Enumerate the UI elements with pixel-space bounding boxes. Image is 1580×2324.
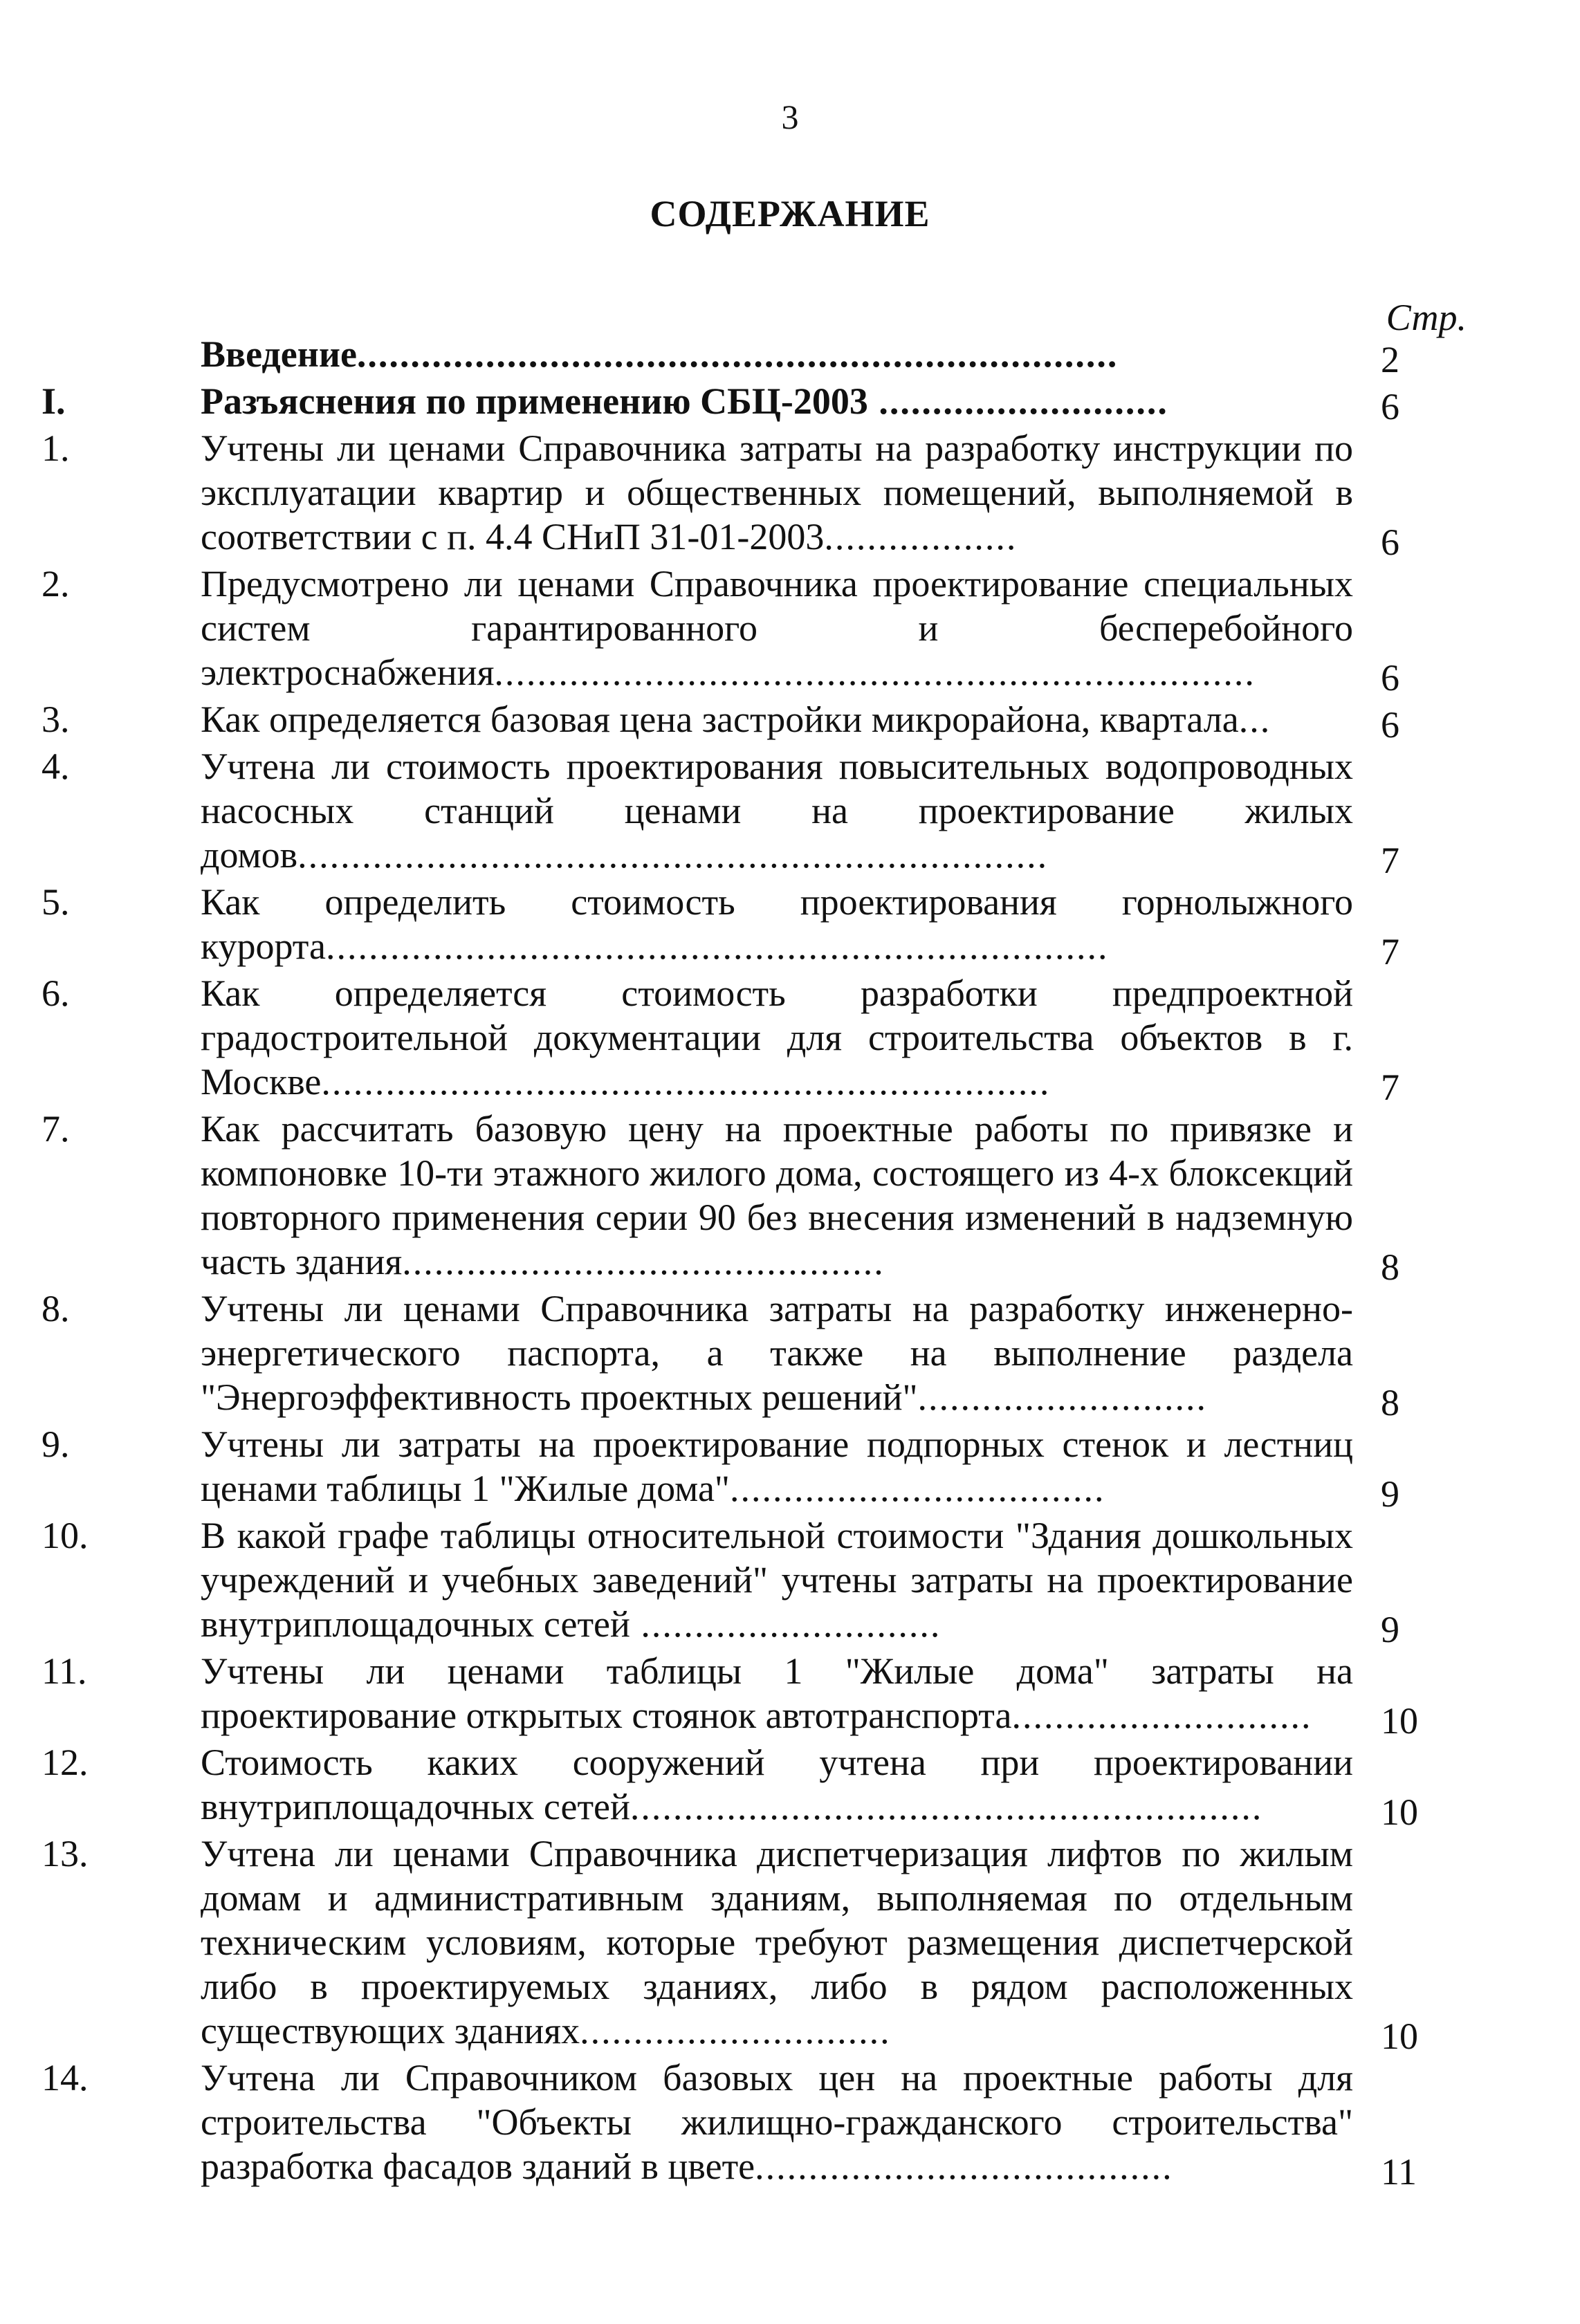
toc-leader-dots: ............................................. <box>402 1241 885 1282</box>
toc-leader-dots: ....................................... <box>755 2146 1173 2187</box>
toc-entry-page: 6 <box>1381 704 1399 746</box>
toc-entry <box>42 1649 1418 1742</box>
toc-entry <box>42 1832 1418 2057</box>
toc-entry <box>42 562 1399 699</box>
toc-entry-page: 10 <box>1381 1791 1418 1833</box>
toc-entry-page: 7 <box>1381 840 1399 881</box>
toc-leader-dots: ............................ <box>1011 1695 1312 1736</box>
toc-leader-dots: ....................................................................... <box>494 652 1256 693</box>
toc-entry-page: 6 <box>1381 657 1399 699</box>
toc-entry-page: 11 <box>1381 2151 1417 2193</box>
toc-entry-title: Учтены ли ценами Справочника затраты на разработку инструкции по эксплуатации квартир и общественных помещений, выполняемой в соответствии с п. 4.4 СНиП 31-01-2003 <box>201 427 1353 557</box>
toc-entry-page: 8 <box>1381 1382 1399 1423</box>
toc-leader-dots: .................. <box>824 516 1018 557</box>
toc-entry-number: 12. <box>42 1742 89 1783</box>
toc-leader-dots: ............................ <box>630 1603 941 1645</box>
toc-entry-page: 10 <box>1381 1700 1418 1742</box>
table-of-contents <box>0 332 1580 2191</box>
toc-entry-number: 1. <box>42 427 70 469</box>
toc-entry-title: Учтены ли ценами Справочника затраты на разработку инженерно-энергетического паспорта, а также на выполнение раздела "Энергоэффективность проектных решений" <box>201 1288 1353 1418</box>
toc-entry-page: 2 <box>1381 339 1399 380</box>
toc-entry-title: Учтена ли стоимость проектирования повысительных водопроводных насосных станций ценами на проектирование жилых домов <box>201 746 1353 876</box>
toc-entry-page: 6 <box>1381 522 1399 563</box>
toc-entry-number: 3. <box>42 699 70 740</box>
toc-entry <box>42 1740 1418 1833</box>
toc-entry-title: Введение <box>201 333 357 375</box>
toc-leader-dots: ......................................................................... <box>325 925 1109 967</box>
toc-entry-title: Как рассчитать базовую цену на проектные работы по привязке и компоновке 10-ти этажного жилого дома, состоящего из 4-х блоксекций повторного применения серии 90 без внесения изменений в надземную часть здания <box>201 1108 1353 1282</box>
toc-entry-number: 6. <box>42 972 70 1014</box>
toc-entry <box>42 1107 1399 1288</box>
toc-leader-dots: ............................. <box>580 2010 891 2051</box>
toc-entry-page: 6 <box>1381 386 1399 427</box>
toc-entry <box>42 1422 1399 1515</box>
toc-entry-number: 8. <box>42 1288 70 1329</box>
toc-entry-title: В какой графе таблицы относительной стоимости "Здания дошкольных учреждений и учебных заведений" учтены затраты на проектирование внутриплощадочных сетей <box>201 1515 1353 1645</box>
toc-entry-page: 10 <box>1381 2016 1418 2057</box>
toc-entry <box>42 697 1399 746</box>
toc-entry-page: 8 <box>1381 1246 1399 1288</box>
toc-entry <box>201 332 1399 380</box>
toc-entry-page: 7 <box>1381 1067 1399 1108</box>
toc-entry-number: 5. <box>42 881 70 923</box>
toc-entry-number: I. <box>42 380 66 422</box>
page-column-header: Стр. <box>1386 297 1467 338</box>
toc-entry <box>42 2056 1417 2193</box>
toc-entry-page: 7 <box>1381 931 1399 972</box>
toc-entry-page: 9 <box>1381 1473 1399 1515</box>
toc-leader-dots: ... <box>1238 699 1271 740</box>
toc-entry <box>42 880 1399 972</box>
toc-entry <box>42 744 1399 881</box>
toc-entry-number: 14. <box>42 2057 89 2099</box>
toc-entry <box>42 379 1399 427</box>
toc-entry-number: 9. <box>42 1423 70 1465</box>
toc-entry <box>42 971 1399 1108</box>
toc-entry-page: 9 <box>1381 1609 1399 1650</box>
toc-entry-title: Учтены ли затраты на проектирование подпорных стенок и лестниц ценами таблицы 1 "Жилые дома" <box>201 1423 1353 1509</box>
page-number: 3 <box>781 98 799 136</box>
toc-entry-number: 4. <box>42 746 70 787</box>
toc-entry-title: Стоимость каких сооружений учтена при проектировании внутриплощадочных сетей <box>201 1742 1353 1827</box>
toc-entry-number: 2. <box>42 563 70 605</box>
toc-entry-number: 7. <box>42 1108 70 1150</box>
toc-leader-dots: ...................................................................... <box>297 834 1049 876</box>
toc-leader-dots: ........................... <box>917 1376 1208 1418</box>
page-title: СОДЕРЖАНИЕ <box>650 193 930 234</box>
toc-entry-title: Как определяется стоимость разработки предпроектной градостроительной документации для строительства объектов в г. Москве <box>201 972 1353 1103</box>
toc-entry-title: Разъяснения по применению СБЦ-2003 <box>201 380 868 422</box>
toc-leader-dots: .................................................................... <box>321 1061 1051 1103</box>
toc-leader-dots: ........................... <box>867 380 1168 422</box>
toc-entry <box>42 426 1399 563</box>
toc-entry-title: Как определяется базовая цена застройки микрорайона, квартала <box>201 699 1239 740</box>
toc-entry-title: Учтена ли ценами Справочника диспетчеризация лифтов по жилым домам и административным зданиям, выполняемая по отдельным техническим условиям, которые требуют размещения диспетчерской либо в проектируемых зданиях, либо в рядом расположенных существующих зданиях <box>201 1833 1353 2051</box>
toc-entry-number: 10. <box>42 1515 89 1556</box>
toc-leader-dots: ....................................................................... <box>356 333 1119 375</box>
toc-leader-dots: ........................................................... <box>630 1786 1263 1827</box>
toc-entry <box>42 1286 1399 1423</box>
toc-entry-title: Как определить стоимость проектирования горнолыжного курорта <box>201 881 1353 967</box>
toc-entry-title: Предусмотрено ли ценами Справочника проектирование специальных систем гарантированного и бесперебойного электроснабжения <box>201 563 1353 693</box>
toc-entry-number: 11. <box>42 1650 87 1692</box>
toc-entry-title: Учтены ли ценами таблицы 1 "Жилые дома" затраты на проектирование открытых стоянок автотранспорта <box>201 1650 1353 1736</box>
toc-entry-title: Учтена ли Справочником базовых цен на проектные работы для строительства "Объекты жилищно-гражданского строительства" разработка фасадов зданий в цвете <box>201 2057 1353 2187</box>
toc-entry-number: 13. <box>42 1833 89 1874</box>
toc-leader-dots: ................................... <box>729 1468 1105 1509</box>
toc-entry <box>42 1513 1399 1650</box>
